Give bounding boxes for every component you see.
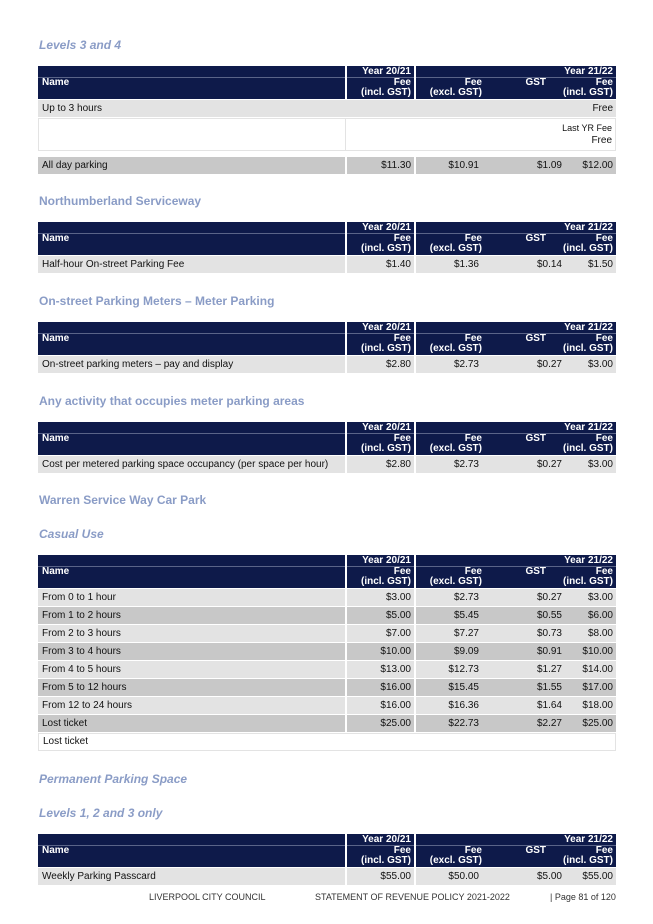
table-header	[38, 422, 616, 455]
fee-curr-excl-gst: $12.73	[416, 661, 482, 678]
fee-curr-incl-gst: $8.00	[568, 625, 616, 642]
fee-curr-incl-gst: $55.00	[568, 868, 616, 885]
fee-curr-excl-gst: $7.27	[416, 625, 482, 642]
fee-prev-incl-gst: $3.00	[347, 589, 414, 606]
header-excl-gst-label: (excl. GST)	[429, 855, 482, 866]
fee-curr-incl-gst: $14.00	[568, 661, 616, 678]
table-header	[38, 555, 616, 588]
header-divider	[38, 566, 345, 567]
fee-gst: $1.27	[482, 661, 568, 678]
fee-name: Weekly Parking Passcard	[38, 868, 345, 885]
table-row	[38, 661, 616, 678]
fee-table-levels-1-2-3	[38, 834, 616, 885]
header-year-prev: Year 20/21	[362, 322, 411, 333]
fee-prev-incl-gst: $7.00	[347, 625, 414, 642]
fee-name: Lost ticket	[38, 715, 345, 732]
fee-curr-excl-gst: $50.00	[416, 868, 482, 885]
fee-curr-excl-gst: $9.09	[416, 643, 482, 660]
header-year-prev: Year 20/21	[362, 66, 411, 77]
fee-gst: $1.64	[482, 697, 568, 714]
table-header	[38, 834, 616, 867]
header-name-cell	[38, 834, 345, 867]
note-empty-cell	[38, 118, 345, 151]
table-header	[38, 322, 616, 355]
table-row	[38, 715, 616, 732]
fee-curr-excl-gst: $1.36	[416, 256, 482, 273]
header-incl-gst-label: (incl. GST)	[361, 343, 411, 354]
header-gst-label: GST	[525, 433, 546, 444]
header-gst-label: GST	[525, 566, 546, 577]
fee-name: From 3 to 4 hours	[38, 643, 345, 660]
section-title-levels-1-2-3: Levels 1, 2 and 3 only	[39, 806, 163, 820]
fee-curr-excl-gst: $2.73	[416, 356, 482, 373]
fee-curr-excl-gst: $2.73	[416, 589, 482, 606]
header-name-label: Name	[42, 433, 70, 444]
section-title-levels-3-4: Levels 3 and 4	[39, 38, 122, 52]
fee-curr-incl-gst: $12.00	[568, 157, 616, 174]
header-year-curr: Year 21/22	[564, 422, 613, 433]
fee-name: Cost per metered parking space occupancy (per space per hour)	[38, 456, 345, 473]
header-year-prev-cell	[347, 422, 414, 455]
fee-curr-excl-gst: $22.73	[416, 715, 482, 732]
header-fee-label: Fee	[464, 433, 482, 444]
header-year-prev: Year 20/21	[362, 834, 411, 845]
fee-prev-incl-gst: $16.00	[347, 679, 414, 696]
header-gst-label: GST	[525, 333, 546, 344]
fee-curr-incl-gst: $17.00	[568, 679, 616, 696]
note-cell	[345, 118, 616, 151]
section-title-warren: Warren Service Way Car Park	[39, 493, 207, 507]
header-fee-label: Fee	[595, 77, 613, 88]
header-fee-label: Fee	[464, 333, 482, 344]
fee-name: On-street parking meters – pay and display	[38, 356, 345, 373]
header-fee-label: Fee	[595, 233, 613, 244]
fee-note-row	[38, 118, 616, 151]
fee-gst: $0.55	[482, 607, 568, 624]
header-year-curr-cell	[416, 555, 616, 588]
table-row	[38, 456, 616, 473]
header-year-prev: Year 20/21	[362, 555, 411, 566]
header-divider	[38, 433, 345, 434]
header-year-curr-cell	[416, 422, 616, 455]
fee-note-row	[38, 733, 616, 751]
fee-gst: $1.09	[482, 157, 568, 174]
fee-curr-incl-gst: $18.00	[568, 697, 616, 714]
header-excl-gst-label: (excl. GST)	[429, 243, 482, 254]
header-excl-gst-label: (excl. GST)	[429, 343, 482, 354]
row-spacer	[38, 151, 616, 156]
header-name-cell	[38, 66, 345, 99]
fee-gst: $0.14	[482, 256, 568, 273]
header-name-cell	[38, 222, 345, 255]
header-name-cell	[38, 555, 345, 588]
fee-gst: $5.00	[482, 868, 568, 885]
section-title-casual-use: Casual Use	[39, 527, 104, 541]
header-fee-label: Fee	[464, 566, 482, 577]
header-incl-gst-label: (incl. GST)	[563, 576, 613, 587]
header-incl-gst-label: (incl. GST)	[361, 576, 411, 587]
fee-name: Up to 3 hours	[42, 103, 103, 114]
fee-prev-incl-gst: $2.80	[347, 356, 414, 373]
footer-page-number: | Page 81 of 120	[550, 892, 616, 902]
header-year-curr-cell	[416, 322, 616, 355]
fee-curr-incl-gst: $6.00	[568, 607, 616, 624]
header-name-label: Name	[42, 845, 70, 856]
fee-prev-incl-gst: $1.40	[347, 256, 414, 273]
header-excl-gst-label: (excl. GST)	[429, 443, 482, 454]
fee-curr-incl-gst: $10.00	[568, 643, 616, 660]
fee-curr-incl-gst: $3.00	[568, 589, 616, 606]
header-gst-label: GST	[525, 77, 546, 88]
fee-curr-excl-gst: $5.45	[416, 607, 482, 624]
table-row	[38, 679, 616, 696]
header-year-curr: Year 21/22	[564, 834, 613, 845]
table-row	[38, 100, 616, 117]
header-year-prev-cell	[347, 66, 414, 99]
fee-curr-incl-gst: $25.00	[568, 715, 616, 732]
fee-name: Half-hour On-street Parking Fee	[38, 256, 345, 273]
section-title-northumberland: Northumberland Serviceway	[39, 194, 202, 208]
header-divider	[38, 333, 345, 334]
fee-name: From 5 to 12 hours	[38, 679, 345, 696]
header-divider	[38, 233, 345, 234]
header-fee-label: Fee	[595, 333, 613, 344]
fee-name: From 12 to 24 hours	[38, 697, 345, 714]
fee-curr-excl-gst: $15.45	[416, 679, 482, 696]
header-excl-gst-label: (excl. GST)	[429, 576, 482, 587]
header-year-prev-cell	[347, 555, 414, 588]
header-name-label: Name	[42, 333, 70, 344]
fee-name: From 2 to 3 hours	[38, 625, 345, 642]
fee-prev-incl-gst: $11.30	[347, 157, 414, 174]
header-incl-gst-label: (incl. GST)	[563, 855, 613, 866]
note-last-year-label: Last YR Fee	[562, 123, 612, 133]
header-fee-label: Fee	[595, 845, 613, 856]
fee-name: From 4 to 5 hours	[38, 661, 345, 678]
fee-table-casual-use	[38, 555, 616, 751]
header-incl-gst-label: (incl. GST)	[361, 855, 411, 866]
header-year-curr: Year 21/22	[564, 222, 613, 233]
header-year-prev-cell	[347, 322, 414, 355]
fee-prev-incl-gst: $25.00	[347, 715, 414, 732]
fee-prev-incl-gst: $5.00	[347, 607, 414, 624]
fee-note-text: Lost ticket	[43, 736, 89, 747]
header-year-curr-cell	[416, 222, 616, 255]
fee-gst: $2.27	[482, 715, 568, 732]
header-fee-label: Fee	[464, 77, 482, 88]
header-divider	[38, 77, 345, 78]
footer-document-title: STATEMENT OF REVENUE POLICY 2021-2022	[315, 892, 510, 902]
fee-curr-incl-gst: $1.50	[568, 256, 616, 273]
fee-prev-incl-gst: $10.00	[347, 643, 414, 660]
fee-prev-incl-gst: $13.00	[347, 661, 414, 678]
header-name-label: Name	[42, 77, 70, 88]
fee-gst: $0.91	[482, 643, 568, 660]
section-title-meter-parking: On-street Parking Meters – Meter Parking	[39, 294, 275, 308]
fee-name: From 1 to 2 hours	[38, 607, 345, 624]
fee-gst: $0.27	[482, 356, 568, 373]
section-title-permanent: Permanent Parking Space	[39, 772, 188, 786]
table-row	[38, 356, 616, 373]
fee-curr-excl-gst: $10.91	[416, 157, 482, 174]
header-gst-label: GST	[525, 233, 546, 244]
header-name-label: Name	[42, 233, 70, 244]
header-incl-gst-label: (incl. GST)	[361, 443, 411, 454]
header-fee-label: Fee	[464, 845, 482, 856]
fee-table-levels-3-4	[38, 66, 616, 174]
header-fee-label: Fee	[393, 333, 411, 344]
header-name-cell	[38, 322, 345, 355]
header-year-curr: Year 21/22	[564, 555, 613, 566]
header-incl-gst-label: (incl. GST)	[563, 343, 613, 354]
table-row	[38, 625, 616, 642]
section-title-meter-occupancy: Any activity that occupies meter parking areas	[39, 394, 305, 408]
header-year-curr: Year 21/22	[564, 322, 613, 333]
header-fee-label: Fee	[595, 566, 613, 577]
fee-name: From 0 to 1 hour	[38, 589, 345, 606]
fee-name: All day parking	[38, 157, 345, 174]
header-divider	[38, 845, 345, 846]
header-year-prev-cell	[347, 834, 414, 867]
note-last-year-value: Free	[591, 135, 612, 146]
table-row	[38, 697, 616, 714]
table-row	[38, 589, 616, 606]
header-year-curr: Year 21/22	[564, 66, 613, 77]
header-year-prev-cell	[347, 222, 414, 255]
fee-curr-incl-gst: $3.00	[568, 456, 616, 473]
header-year-curr-cell	[416, 66, 616, 99]
header-fee-label: Fee	[595, 433, 613, 444]
fee-prev-incl-gst: $2.80	[347, 456, 414, 473]
header-fee-label: Fee	[393, 433, 411, 444]
fee-gst: $0.27	[482, 456, 568, 473]
header-fee-label: Fee	[393, 566, 411, 577]
fee-prev-incl-gst: $55.00	[347, 868, 414, 885]
header-gst-label: GST	[525, 845, 546, 856]
fee-curr-excl-gst: $2.73	[416, 456, 482, 473]
fee-gst: $0.27	[482, 589, 568, 606]
header-incl-gst-label: (incl. GST)	[563, 87, 613, 98]
fee-curr-incl-gst: Free	[592, 103, 613, 114]
table-row	[38, 157, 616, 174]
table-header	[38, 222, 616, 255]
fee-gst: $0.73	[482, 625, 568, 642]
table-row	[38, 256, 616, 273]
fee-table-meter-parking	[38, 322, 616, 373]
header-fee-label: Fee	[464, 233, 482, 244]
table-header	[38, 66, 616, 99]
fee-table-northumberland	[38, 222, 616, 273]
header-excl-gst-label: (excl. GST)	[429, 87, 482, 98]
fee-prev-incl-gst: $16.00	[347, 697, 414, 714]
header-year-curr-cell	[416, 834, 616, 867]
header-year-prev: Year 20/21	[362, 422, 411, 433]
header-fee-label: Fee	[393, 77, 411, 88]
header-fee-label: Fee	[393, 233, 411, 244]
header-incl-gst-label: (incl. GST)	[361, 243, 411, 254]
fee-curr-excl-gst: $16.36	[416, 697, 482, 714]
header-name-cell	[38, 422, 345, 455]
header-incl-gst-label: (incl. GST)	[361, 87, 411, 98]
header-name-label: Name	[42, 566, 70, 577]
header-incl-gst-label: (incl. GST)	[563, 243, 613, 254]
header-fee-label: Fee	[393, 845, 411, 856]
fee-table-meter-occupancy	[38, 422, 616, 473]
table-row	[38, 868, 616, 885]
fee-curr-incl-gst: $3.00	[568, 356, 616, 373]
footer-organisation: LIVERPOOL CITY COUNCIL	[149, 892, 266, 902]
table-row	[38, 643, 616, 660]
header-incl-gst-label: (incl. GST)	[563, 443, 613, 454]
table-row	[38, 607, 616, 624]
fee-gst: $1.55	[482, 679, 568, 696]
header-year-prev: Year 20/21	[362, 222, 411, 233]
